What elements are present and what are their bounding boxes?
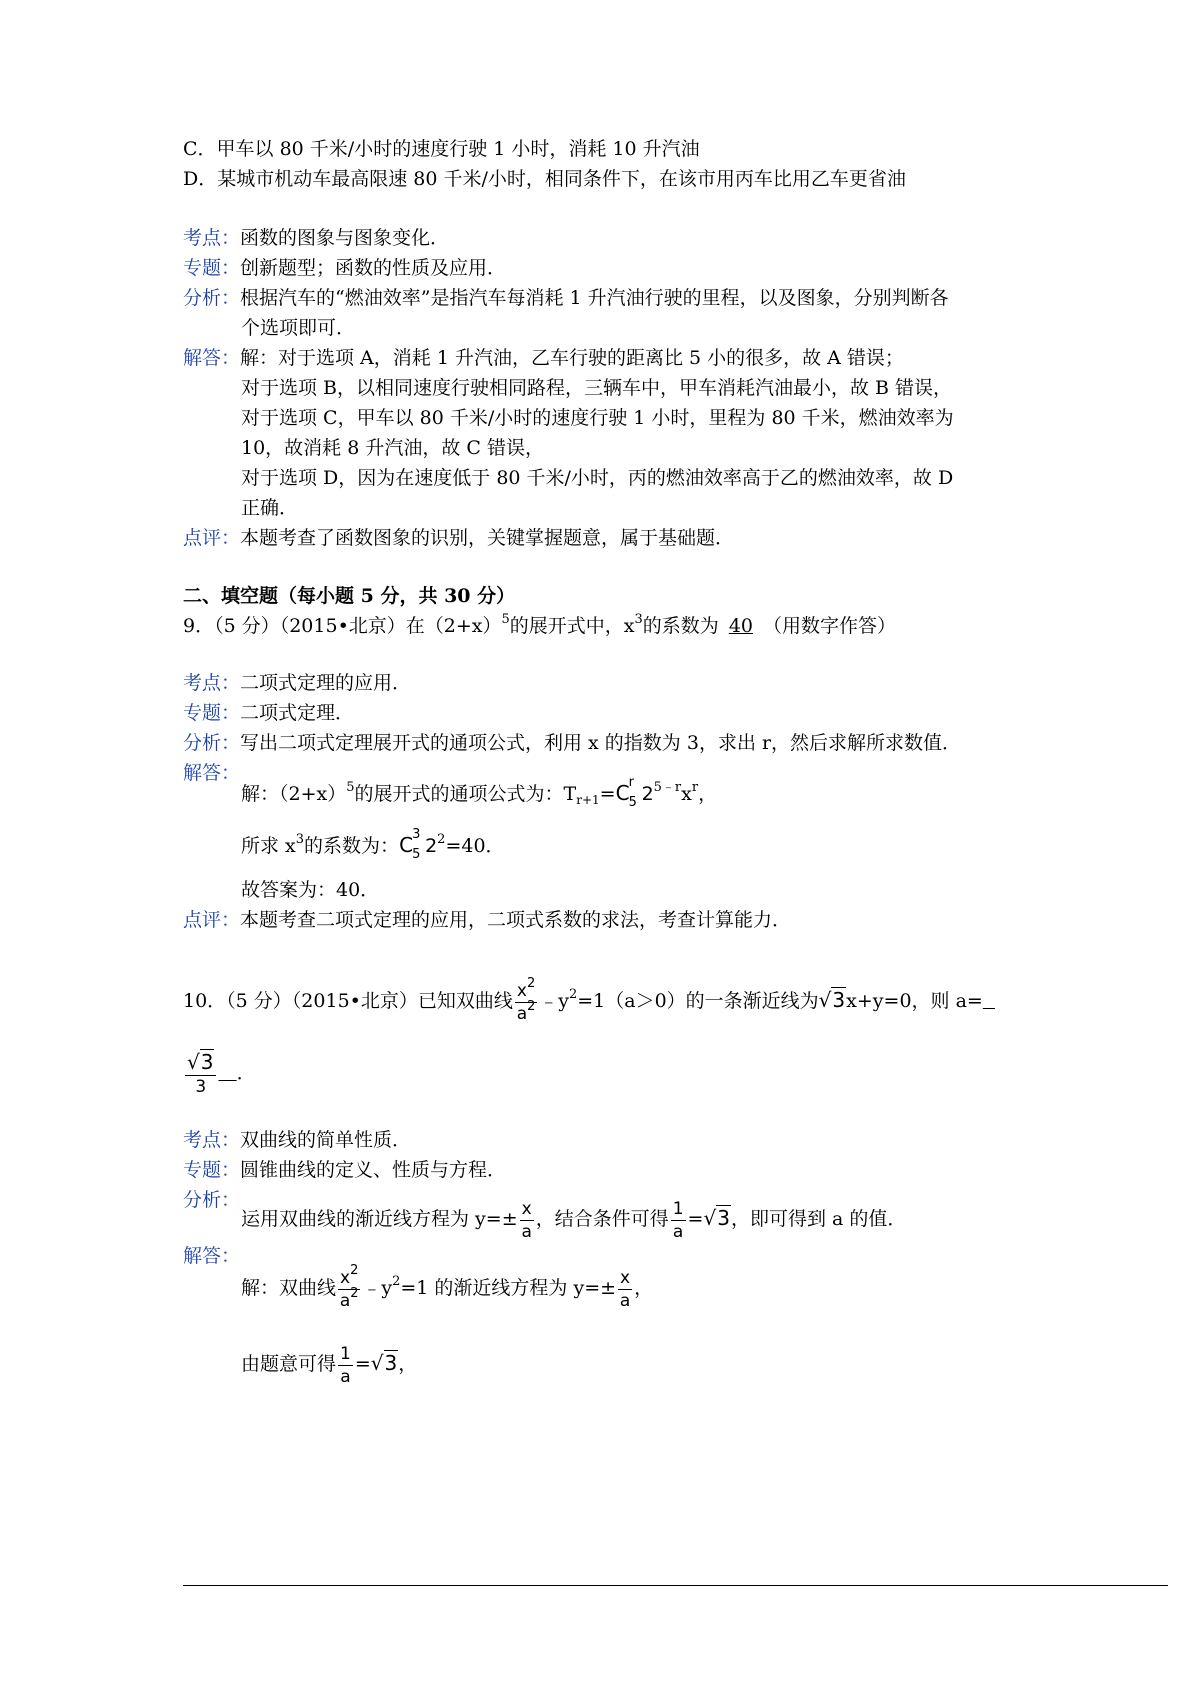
dianping-text: 本题考查了函数图象的识别，关键掌握题意，属于基础题． <box>240 527 735 549</box>
q9-j1e: x <box>681 783 692 805</box>
q9-stem-d: （用数字作答） <box>763 615 897 637</box>
q8-zhuanti <box>183 255 506 281</box>
frac-num-exp: 2 <box>526 975 536 991</box>
sqrt-radicand: 3 <box>832 988 846 1012</box>
combination-symbol: C 3 5 <box>399 832 425 858</box>
jieda-text: 解：对于选项 A，消耗 1 升汽油，乙车行驶的距离比 5 小的很多，故 A 错误； <box>240 347 904 369</box>
section-heading: 二、填空题（每小题 5 分，共 30 分） <box>183 585 516 607</box>
q9-zhuanti <box>183 700 354 726</box>
q9-j1d: 2 <box>641 783 654 805</box>
zhuanti-text: 圆锥曲线的定义、性质与方程． <box>240 1159 507 1181</box>
frac-den-exp: 2 <box>350 1285 359 1301</box>
option-c: C．甲车以 80 千米/小时的速度行驶 1 小时，消耗 10 升汽油 <box>183 138 700 160</box>
q10-fenxi-label-line <box>183 1187 240 1213</box>
q10-jieda-line2 <box>241 1338 417 1389</box>
q10-fc: = <box>687 1208 704 1230</box>
q10-j1d: ， <box>634 1277 654 1299</box>
frac-num: x <box>521 1198 532 1219</box>
fraction-x-a <box>520 1198 534 1243</box>
q9-j2exp: 3 <box>295 832 305 847</box>
q8-dianping <box>183 525 734 551</box>
fraction-x2-a2 <box>515 975 537 1025</box>
fraction-x-a <box>618 1267 632 1312</box>
q9-stem-a: 9．（5 分）（2015•北京）在（2+x） <box>183 615 502 637</box>
q9-j2b: 的系数为： <box>304 835 400 857</box>
q8-fenxi-cont: 个选项即可． <box>241 317 356 339</box>
q8-kaodian <box>183 225 449 251</box>
q9-dianping <box>183 907 791 933</box>
q9-stem-c: 的系数为 <box>642 615 719 637</box>
fraction-x2-a2 <box>338 1262 360 1312</box>
comb-sub: 5 <box>628 795 637 810</box>
frac-num-exp: 2 <box>350 1262 359 1278</box>
sqrt-symbol: √3 <box>703 1206 730 1230</box>
q10-j2c: ， <box>398 1353 418 1375</box>
q9-j1sub: r+1 <box>576 793 600 807</box>
frac-den: a <box>672 1221 684 1242</box>
q8-fenxi <box>183 285 949 311</box>
q9-j1f: ， <box>698 783 718 805</box>
q10-jieda-line1 <box>241 1258 653 1318</box>
q10-answer-line <box>183 1043 256 1103</box>
answer-num: 3 <box>200 1049 214 1074</box>
comb-sub: 5 <box>412 847 421 862</box>
q9-j2a: 所求 x <box>241 835 296 857</box>
q9-j2d: =40． <box>445 835 505 857</box>
kaodian-label: 考点： <box>183 227 241 249</box>
q8-jieda-line5: 对于选项 D，因为在速度低于 80 千米/小时，丙的燃油效率高于乙的燃油效率，故 D <box>241 467 954 489</box>
q10-stem <box>183 970 995 1031</box>
frac-num: x <box>620 1267 631 1288</box>
kaodian-label: 考点： <box>183 672 241 694</box>
q10-stem-d: x+y=0，则 a= <box>846 990 983 1012</box>
kaodian-text: 函数的图象与图象变化． <box>240 227 450 249</box>
q8-jieda-line3: 对于选项 C，甲车以 80 千米/小时的速度行驶 1 小时，里程为 80 千米，燃油效率为 <box>241 407 954 429</box>
q10-j2b: = <box>354 1353 371 1375</box>
q10-j1a: 解：双曲线 <box>241 1277 337 1299</box>
q10-kaodian <box>183 1127 411 1153</box>
dianping-label: 点评： <box>183 527 241 549</box>
zhuanti-text: 创新题型；函数的性质及应用． <box>240 257 507 279</box>
frac-den: a <box>619 1290 631 1311</box>
sqrt-radicand: 3 <box>384 1351 398 1375</box>
comb-sup: r <box>628 775 634 790</box>
kaodian-label: 考点： <box>183 1129 241 1151</box>
comb-sup: 3 <box>412 827 421 842</box>
q10-j1c: =1 的渐近线方程为 y=± <box>400 1277 617 1299</box>
zhuanti-label: 专题： <box>183 702 241 724</box>
footer-divider <box>183 1585 1168 1586</box>
frac-num: 1 <box>340 1343 351 1364</box>
q9-exp: 5 <box>501 612 510 627</box>
q10-fenxi <box>241 1193 906 1244</box>
q10-jieda-label-line <box>183 1243 240 1269</box>
fenxi-label: 分析： <box>183 732 241 754</box>
q9-j1dexp: 5﹣r <box>653 780 682 795</box>
option-d: D．某城市机动车最高限速 80 千米/小时，相同条件下，在该市用丙车比用乙车更省油 <box>183 168 906 190</box>
q9-j1exp: 5 <box>346 780 355 795</box>
jieda-label: 解答： <box>183 1245 241 1267</box>
q9-answer-blank: 40 <box>728 615 753 637</box>
q9-jieda-label-line <box>183 760 240 786</box>
q9-fenxi <box>183 730 961 756</box>
fenxi-label: 分析： <box>183 287 241 309</box>
q10-fd: ，即可得到 a 的值． <box>730 1208 907 1230</box>
q9-jieda-line3: 故答案为：40． <box>241 879 380 901</box>
q10-zhuanti <box>183 1157 506 1183</box>
sqrt-radicand: 3 <box>717 1206 730 1230</box>
q10-stem-end: ． <box>236 1062 256 1084</box>
sqrt-symbol: √3 <box>818 988 846 1012</box>
frac-den: a <box>339 1290 351 1311</box>
fraction-1-a <box>338 1343 353 1388</box>
fenxi-text: 写出二项式定理展开式的通项公式，利用 x 的指数为 3，求出 r，然后求解所求数值． <box>240 732 962 754</box>
q8-jieda-line6: 正确． <box>241 497 299 519</box>
q10-fa: 运用双曲线的渐近线方程为 y=± <box>241 1208 518 1230</box>
q9-j2c: 2 <box>425 835 438 857</box>
q9-jieda-line1 <box>241 775 718 810</box>
kaodian-text: 二项式定理的应用． <box>240 672 412 694</box>
q10-fb: ，结合条件可得 <box>535 1208 669 1230</box>
q10-stem-b: ﹣y <box>539 990 569 1012</box>
q10-stem-a: 10．（5 分）（2015•北京）已知双曲线 <box>183 990 513 1012</box>
sqrt-symbol: √3 <box>370 1351 398 1375</box>
q8-jieda-line4: 10，故消耗 8 升汽油，故 C 错误， <box>241 437 544 459</box>
q9-jieda-line2 <box>241 827 505 862</box>
q9-j1c: = <box>599 783 616 805</box>
zhuanti-label: 专题： <box>183 257 241 279</box>
q10-answer-fraction: $\frac{√3}{3}$ <box>185 1051 216 1098</box>
q10-j1b: ﹣y <box>362 1277 393 1299</box>
q10-j2a: 由题意可得 <box>241 1353 337 1375</box>
q8-jieda-line2: 对于选项 B，以相同速度行驶相同路程，三辆车中，甲车消耗汽油最小，故 B 错误， <box>241 377 953 399</box>
dianping-text: 本题考查二项式定理的应用，二项式系数的求法，考查计算能力． <box>240 909 792 931</box>
frac-num: x <box>516 980 527 1001</box>
kaodian-text: 双曲线的简单性质． <box>240 1129 412 1151</box>
frac-num: 1 <box>672 1198 684 1219</box>
q9-j1b: 的展开式的通项公式为：T <box>354 783 577 805</box>
fenxi-label: 分析： <box>183 1189 241 1211</box>
q10-j1bexp: 2 <box>392 1274 401 1289</box>
frac-den: a <box>521 1221 532 1242</box>
answer-den: 3 <box>195 1076 207 1097</box>
q9-j1eexp: r <box>691 780 699 795</box>
q9-stem <box>183 613 896 639</box>
frac-den: a <box>516 1003 528 1024</box>
frac-den-exp: 2 <box>527 998 536 1014</box>
zhuanti-text: 二项式定理． <box>240 702 355 724</box>
q9-stem-b: 的展开式中，x <box>509 615 635 637</box>
frac-den: a <box>340 1366 351 1387</box>
jieda-label: 解答： <box>183 762 241 784</box>
q10-stem-c: =1（a＞0）的一条渐近线为 <box>577 990 819 1012</box>
q10-stem-b-exp: 2 <box>568 987 578 1002</box>
jieda-label: 解答： <box>183 347 241 369</box>
q9-j2cexp: 2 <box>437 832 446 847</box>
dianping-label: 点评： <box>183 909 241 931</box>
zhuanti-label: 专题： <box>183 1159 241 1181</box>
q8-jieda <box>183 345 904 371</box>
q9-j1a: 解：（2+x） <box>241 783 347 805</box>
frac-num: x <box>340 1267 351 1288</box>
q9-kaodian <box>183 670 411 696</box>
combination-symbol: C r 5 <box>616 780 642 806</box>
fenxi-text: 根据汽车的“燃油效率”是指汽车每消耗 1 升汽油行驶的里程，以及图象，分别判断各 <box>240 287 949 309</box>
fraction-1-a <box>671 1198 686 1243</box>
q9-exp2: 3 <box>634 612 643 627</box>
